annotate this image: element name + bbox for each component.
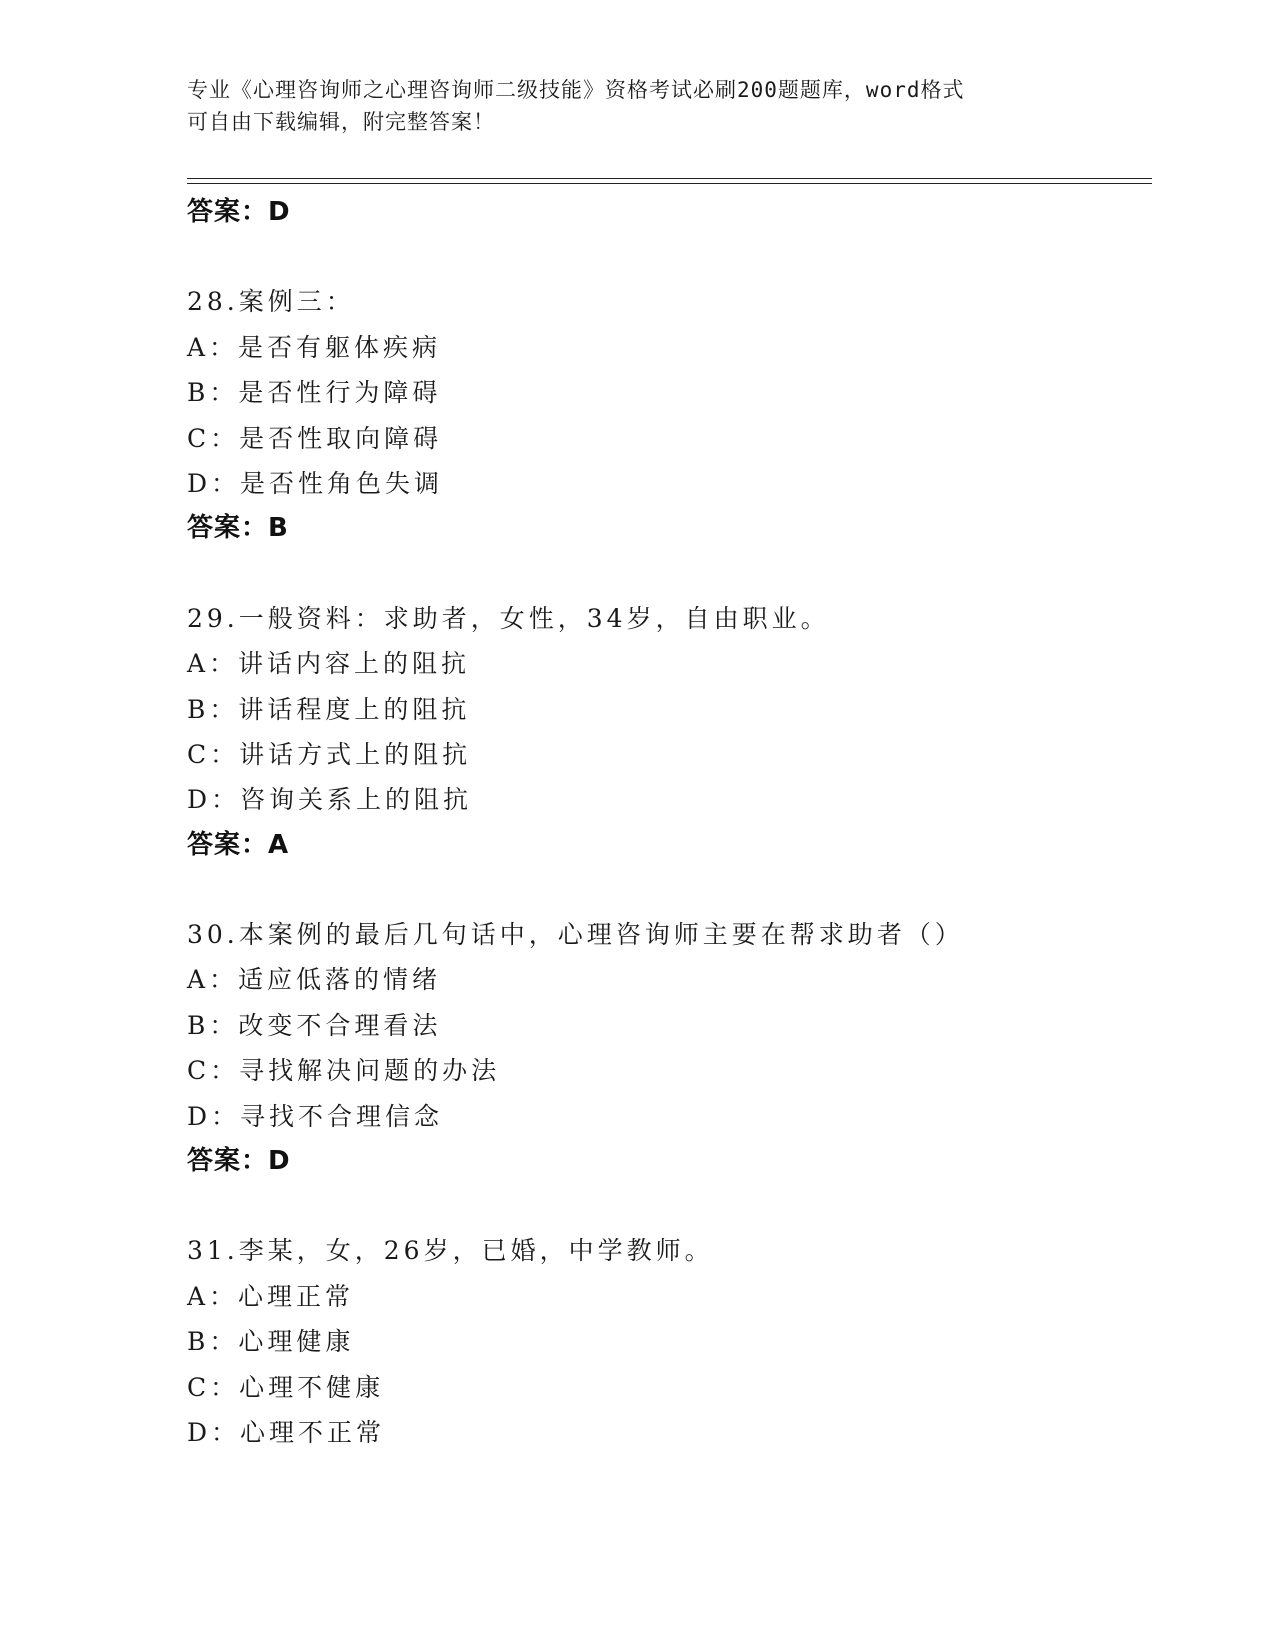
- option-d: D：咨询关系上的阻抗: [187, 785, 473, 815]
- question-31: [187, 1228, 1147, 1455]
- question-stem: 31.李某，女，26岁，已婚，中学教师。: [187, 1236, 714, 1266]
- header-divider-top: [187, 178, 1152, 179]
- question-stem: 29.一般资料：求助者，女性，34岁，自由职业。: [187, 603, 830, 633]
- spacer: [187, 552, 1147, 596]
- option-a: A：是否有躯体疾病: [187, 332, 442, 362]
- header-line-2: 可自由下载编辑，附完整答案！: [187, 110, 495, 134]
- option-d: D：是否性角色失调: [187, 468, 444, 498]
- option-b: B：心理健康: [187, 1327, 355, 1357]
- option-a: A：讲话内容上的阻抗: [187, 649, 471, 679]
- document-header: [187, 74, 1087, 138]
- option-c: C：是否性取向障碍: [187, 423, 443, 453]
- header-line-1: 专业《心理咨询师之心理咨询师二级技能》资格考试必刷200题题库，word格式: [187, 78, 965, 102]
- answer-line: 答案：A: [187, 829, 290, 860]
- question-list: [187, 190, 1147, 1455]
- question-28: [187, 279, 1147, 551]
- question-30: [187, 912, 1147, 1184]
- option-b: B：讲话程度上的阻抗: [187, 694, 471, 724]
- option-c: C：寻找解决问题的办法: [187, 1056, 501, 1086]
- option-b: B：改变不合理看法: [187, 1010, 442, 1040]
- spacer: [187, 868, 1147, 912]
- option-d: D：寻找不合理信念: [187, 1101, 444, 1131]
- option-c: C：讲话方式上的阻抗: [187, 739, 472, 769]
- option-a: A：心理正常: [187, 1281, 355, 1311]
- spacer: [187, 1184, 1147, 1228]
- header-divider-bottom: [187, 183, 1152, 184]
- answer-line: 答案：D: [187, 1146, 291, 1177]
- answer-line: 答案：B: [187, 513, 289, 544]
- question-stem: 28.案例三：: [187, 287, 355, 317]
- question-29: [187, 596, 1147, 868]
- option-a: A：适应低落的情绪: [187, 965, 442, 995]
- question-stem: 30.本案例的最后几句话中，心理咨询师主要在帮求助者（）: [187, 920, 964, 950]
- answer-line: 答案：D: [187, 197, 291, 227]
- option-c: C：心理不健康: [187, 1372, 385, 1402]
- option-d: D：心理不正常: [187, 1417, 386, 1447]
- spacer: [187, 235, 1147, 279]
- option-b: B：是否性行为障碍: [187, 378, 442, 408]
